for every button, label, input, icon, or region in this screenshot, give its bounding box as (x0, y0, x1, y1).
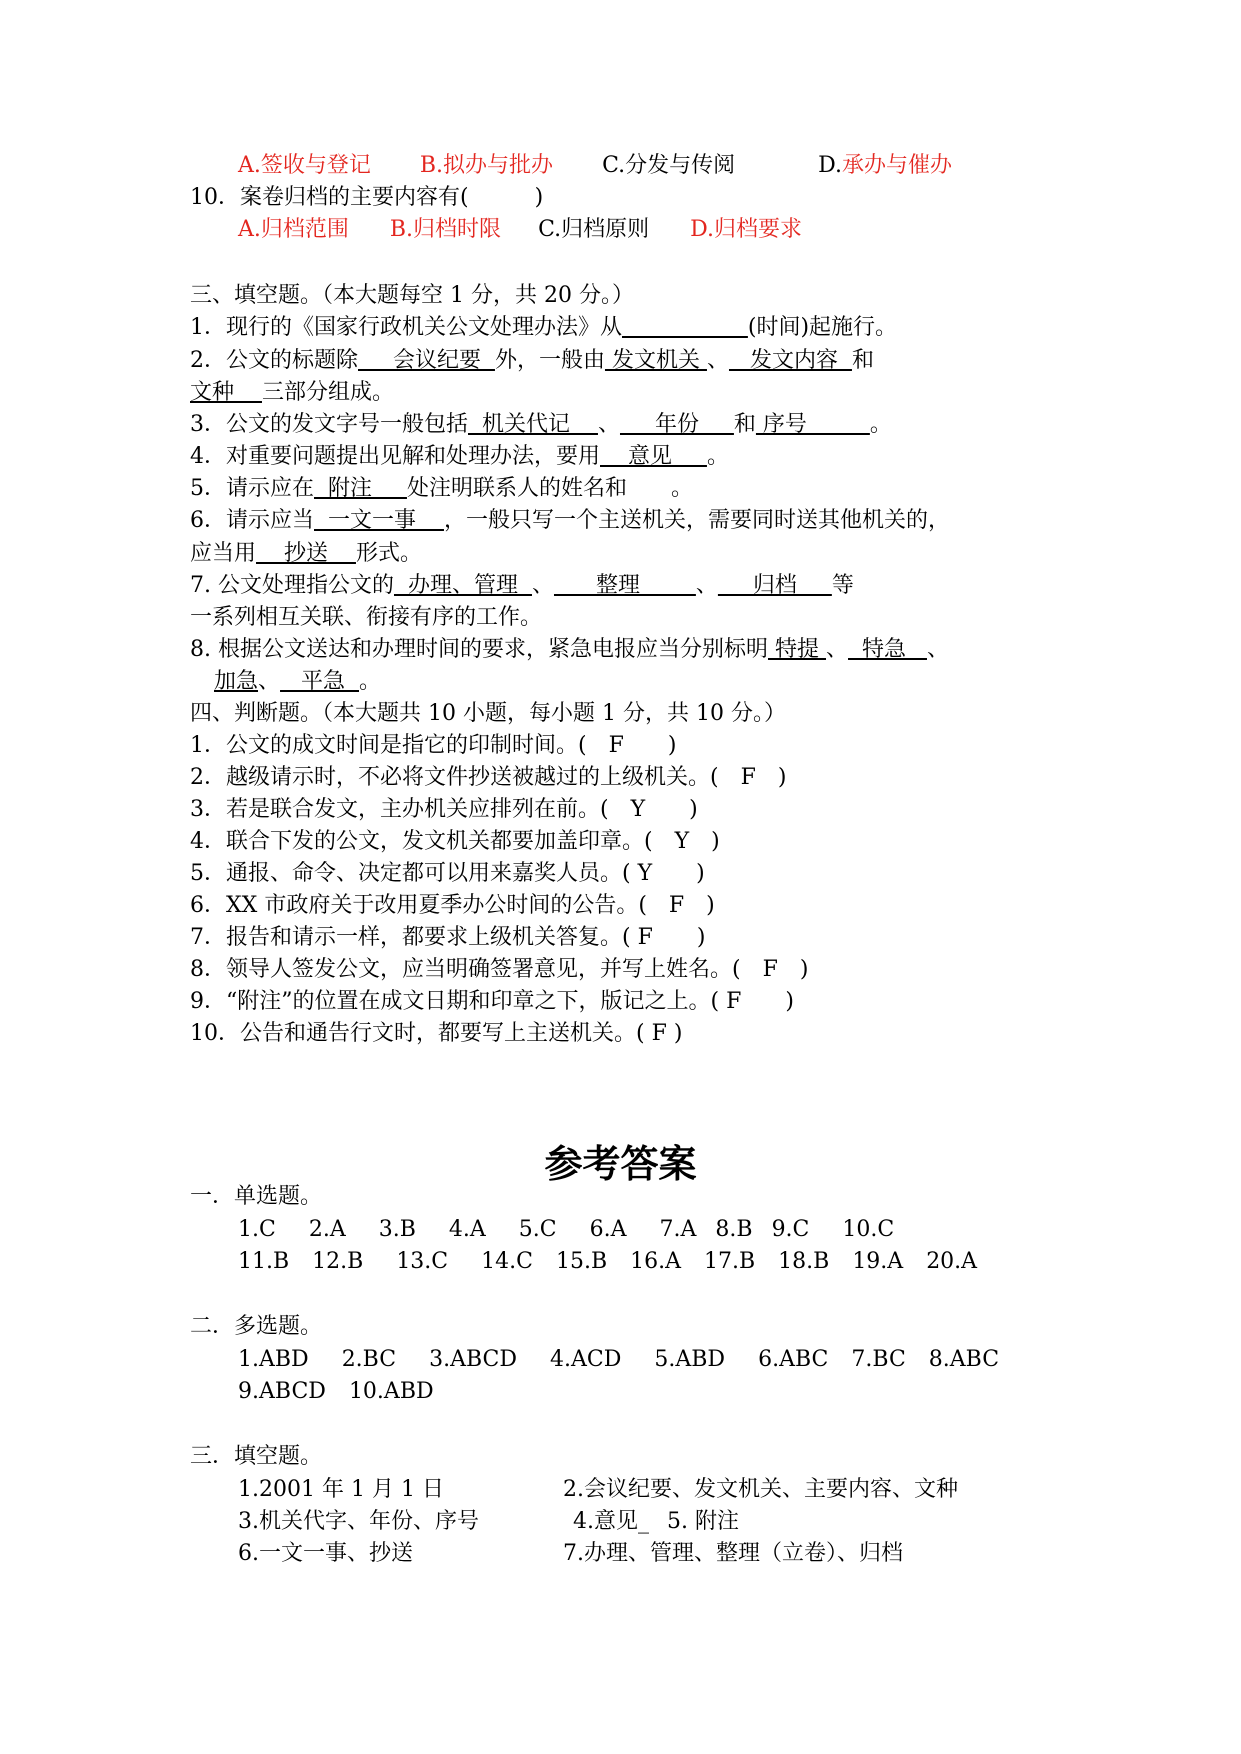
fill-3-mid-2: 和 (733, 412, 756, 437)
fill-8b-mid: 、 (258, 669, 281, 694)
answer-item: 17.B (704, 1249, 756, 1274)
answers-title: 参考答案 (544, 1142, 697, 1186)
q9-option-d-prefix: D. (818, 153, 842, 178)
judge-item: 3．若是联合发文，主办机关应排列在前。( Y ) (190, 797, 698, 822)
fill-5-blank: 附注 (314, 476, 407, 501)
q10-option-c: C.归档原则 (538, 217, 650, 242)
fill-8-prefix: 8. 根据公文送达和办理时间的要求，紧急电报应当分别标明 (190, 637, 768, 662)
answer-item: 8.B (715, 1217, 753, 1242)
fill-item-8a (190, 635, 949, 665)
fill-7-blank-3: 归档 (717, 573, 832, 598)
answer-item: 3.B (378, 1217, 416, 1242)
fill-1-blank (622, 315, 748, 340)
answers-fill-heading: 三．填空题。 (190, 1444, 323, 1469)
fill-3-blank-2: 年份 (619, 412, 734, 437)
fill-item-2a (190, 346, 874, 376)
fill-3-blank-1: 机关代记 (468, 412, 598, 437)
answers-multi-heading: 二．多选题。 (190, 1314, 323, 1339)
fill-6-prefix: 6．请示应当 (190, 508, 314, 533)
fill-item-7a (190, 571, 854, 601)
q10-options (238, 215, 802, 245)
fill-2-blank-1: 会议纪要 (358, 348, 495, 373)
fill-item-2b (190, 378, 394, 408)
answer-item: 7.BC (851, 1347, 906, 1372)
answer-fill-item: 3.机关代字、年份、序号 (238, 1509, 479, 1534)
fill-2-blank-3: 发文内容 (728, 348, 852, 373)
fill-item-6b (190, 539, 422, 569)
fill-6b-suffix: 形式。 (355, 541, 422, 566)
answer-fill-item: 6.一文一事、抄送 (238, 1541, 413, 1566)
answer-item: 9.C (771, 1217, 810, 1242)
fill-4-blank: 意见 (600, 444, 707, 469)
answer-item: 5.C (518, 1217, 557, 1242)
fill-2-blank-2: 发文机关 (604, 348, 707, 373)
fill-7-blank-2: 整理 (553, 573, 696, 598)
fill-1-suffix: (时间)起施行。 (747, 315, 898, 340)
answer-item: 5.ABD (654, 1347, 726, 1372)
q9-option-d-text: 承办与催办 (841, 153, 952, 178)
fill-8-mid-1: 、 (826, 637, 849, 662)
fill-4-prefix: 4．对重要问题提出见解和处理办法，要用 (190, 444, 600, 469)
answer-item: 9.ABCD (238, 1379, 326, 1404)
fill-6-suffix: ，一般只写一个主送机关，需要同时送其他机关的， (443, 508, 950, 533)
answers-single-heading: 一．单选题。 (190, 1184, 323, 1209)
answer-item: 4.ACD (550, 1347, 622, 1372)
answer-item: 18.B (778, 1249, 830, 1274)
q9-option-a: A.签收与登记 (238, 153, 371, 178)
fill-item-6a (190, 506, 950, 536)
answers-single-row-1 (238, 1215, 894, 1245)
judge-item: 10．公告和通告行文时，都要写上主送机关。( F ) (190, 1021, 683, 1046)
fill-6b-blank: 抄送 (256, 541, 356, 566)
fill-5-suffix: 处注明联系人的姓名和 。 (406, 476, 693, 501)
fill-8-blank-1: 特提 (768, 637, 826, 662)
fill-1-prefix: 1．现行的《国家行政机关公文处理办法》从 (190, 315, 622, 340)
fill-2-suffix: 和 (851, 348, 874, 373)
fill-item-1 (190, 313, 897, 343)
answer-item: 10.C (842, 1217, 895, 1242)
answer-item: 14.C (481, 1249, 533, 1274)
fill-item-3 (190, 410, 892, 440)
q9-option-b: B.拟办与批办 (419, 153, 554, 178)
fill-8b-suffix: 。 (359, 669, 382, 694)
q10-option-b: B.归档时限 (389, 217, 502, 242)
q10-option-a: A.归档范围 (238, 217, 349, 242)
fill-6-blank: 一文一事 (314, 508, 444, 533)
answer-item: 15.B (555, 1249, 608, 1274)
fill-8b-blank: 平急 (280, 669, 359, 694)
answer-item: 13.C (396, 1249, 449, 1274)
judge-item: 9．“附注”的位置在成文日期和印章之下，版记之上。( F ) (190, 989, 794, 1014)
answers-multi-row-2 (238, 1377, 434, 1407)
judge-section-heading: 四、判断题。（本大题共 10 小题，每小题 1 分，共 10 分。） (190, 701, 786, 726)
answer-fill-item: 5. 附注 (667, 1509, 739, 1534)
q10-question: 10．案卷归档的主要内容有( ) (190, 185, 544, 210)
answer-item: 8.ABC (928, 1347, 1000, 1372)
answer-item: 2.BC (341, 1347, 397, 1372)
answers-fill-row-2 (238, 1507, 739, 1537)
fill-2b-suffix: 三部分组成。 (261, 380, 394, 405)
answer-fill-item: 2.会议纪要、发文机关、主要内容、文种 (563, 1477, 958, 1502)
judge-item: 7．报告和请示一样，都要求上级机关答复。( F ) (190, 925, 706, 950)
answer-item: 6.ABC (758, 1347, 829, 1372)
fill-3-blank-3: 序号 (755, 412, 870, 437)
judge-item: 2．越级请示时，不必将文件抄送被越过的上级机关。( F ) (190, 765, 787, 790)
answers-single-row-2 (238, 1247, 977, 1277)
fill-8b-prefix: 加急 (214, 669, 259, 694)
fill-8-suffix: 、 (926, 637, 949, 662)
q10-option-d: D.归档要求 (690, 217, 802, 242)
q9-options (238, 151, 952, 181)
fill-7-suffix: 等 (831, 573, 854, 598)
answer-item: 4.A (448, 1217, 486, 1242)
fill-2-mid-2: 、 (706, 348, 729, 373)
answer-item: 16.A (630, 1249, 681, 1274)
answers-fill-row-3 (238, 1539, 903, 1569)
fill-6b-prefix: 应当用 (190, 541, 257, 566)
judge-item: 4．联合下发的公文，发文机关都要加盖印章。( Y ) (190, 829, 720, 854)
judge-item: 8．领导人签发公文，应当明确签署意见，并写上姓名。( F ) (190, 957, 809, 982)
answers-fill-row-1 (238, 1475, 958, 1505)
fill-3-suffix: 。 (869, 412, 892, 437)
q9-option-c: C.分发与传阅 (602, 153, 736, 178)
judge-item: 1．公文的成文时间是指它的印制时间。( F ) (190, 733, 677, 758)
fill-7-blank-1: 办理、管理 (393, 573, 532, 598)
fill-3-mid-1: 、 (597, 412, 620, 437)
judge-item: 6．XX 市政府关于改用夏季办公时间的公告。( F ) (190, 893, 715, 918)
fill-item-5 (190, 474, 693, 504)
answer-fill-item: 4.意见_ (573, 1509, 649, 1534)
answer-fill-item: 1.2001 年 1 月 1 日 (238, 1477, 444, 1502)
fill-item-4 (190, 442, 729, 472)
fill-7-mid-1: 、 (531, 573, 554, 598)
answer-item: 20.A (926, 1249, 978, 1274)
fill-7-prefix: 7. 公文处理指公文的 (190, 573, 394, 598)
answer-item: 19.A (852, 1249, 904, 1274)
fill-section-heading: 三、填空题。（本大题每空 1 分，共 20 分。） (190, 283, 634, 308)
fill-4-suffix: 。 (706, 444, 729, 469)
answer-item: 1.C (238, 1217, 276, 1242)
fill-5-prefix: 5．请示应在 (190, 476, 314, 501)
answers-multi-row-1 (238, 1345, 999, 1375)
answer-item: 11.B (238, 1249, 290, 1274)
fill-2-mid-1: 外，一般由 (494, 348, 605, 373)
fill-7-mid-2: 、 (695, 573, 718, 598)
fill-item-8b (214, 667, 381, 697)
answer-item: 10.ABD (348, 1379, 434, 1404)
answer-item: 2.A (308, 1217, 346, 1242)
answer-item: 1.ABD (238, 1347, 309, 1372)
answer-item: 7.A (659, 1217, 697, 1242)
fill-3-prefix: 3．公文的发文字号一般包括 (190, 412, 468, 437)
fill-2-blank-4: 文种 (190, 380, 262, 405)
fill-8-blank-2: 特急 (848, 637, 927, 662)
answer-fill-item: 7.办理、管理、整理（立卷）、归档 (563, 1541, 903, 1566)
answer-item: 3.ABCD (429, 1347, 518, 1372)
answer-item: 6.A (589, 1217, 627, 1242)
fill-2-prefix: 2．公文的标题除 (190, 348, 358, 373)
answer-item: 12.B (312, 1249, 364, 1274)
judge-item: 5．通报、命令、决定都可以用来嘉奖人员。( Y ) (190, 861, 705, 886)
fill-item-7b: 一系列相互关联、衔接有序的工作。 (190, 605, 543, 630)
